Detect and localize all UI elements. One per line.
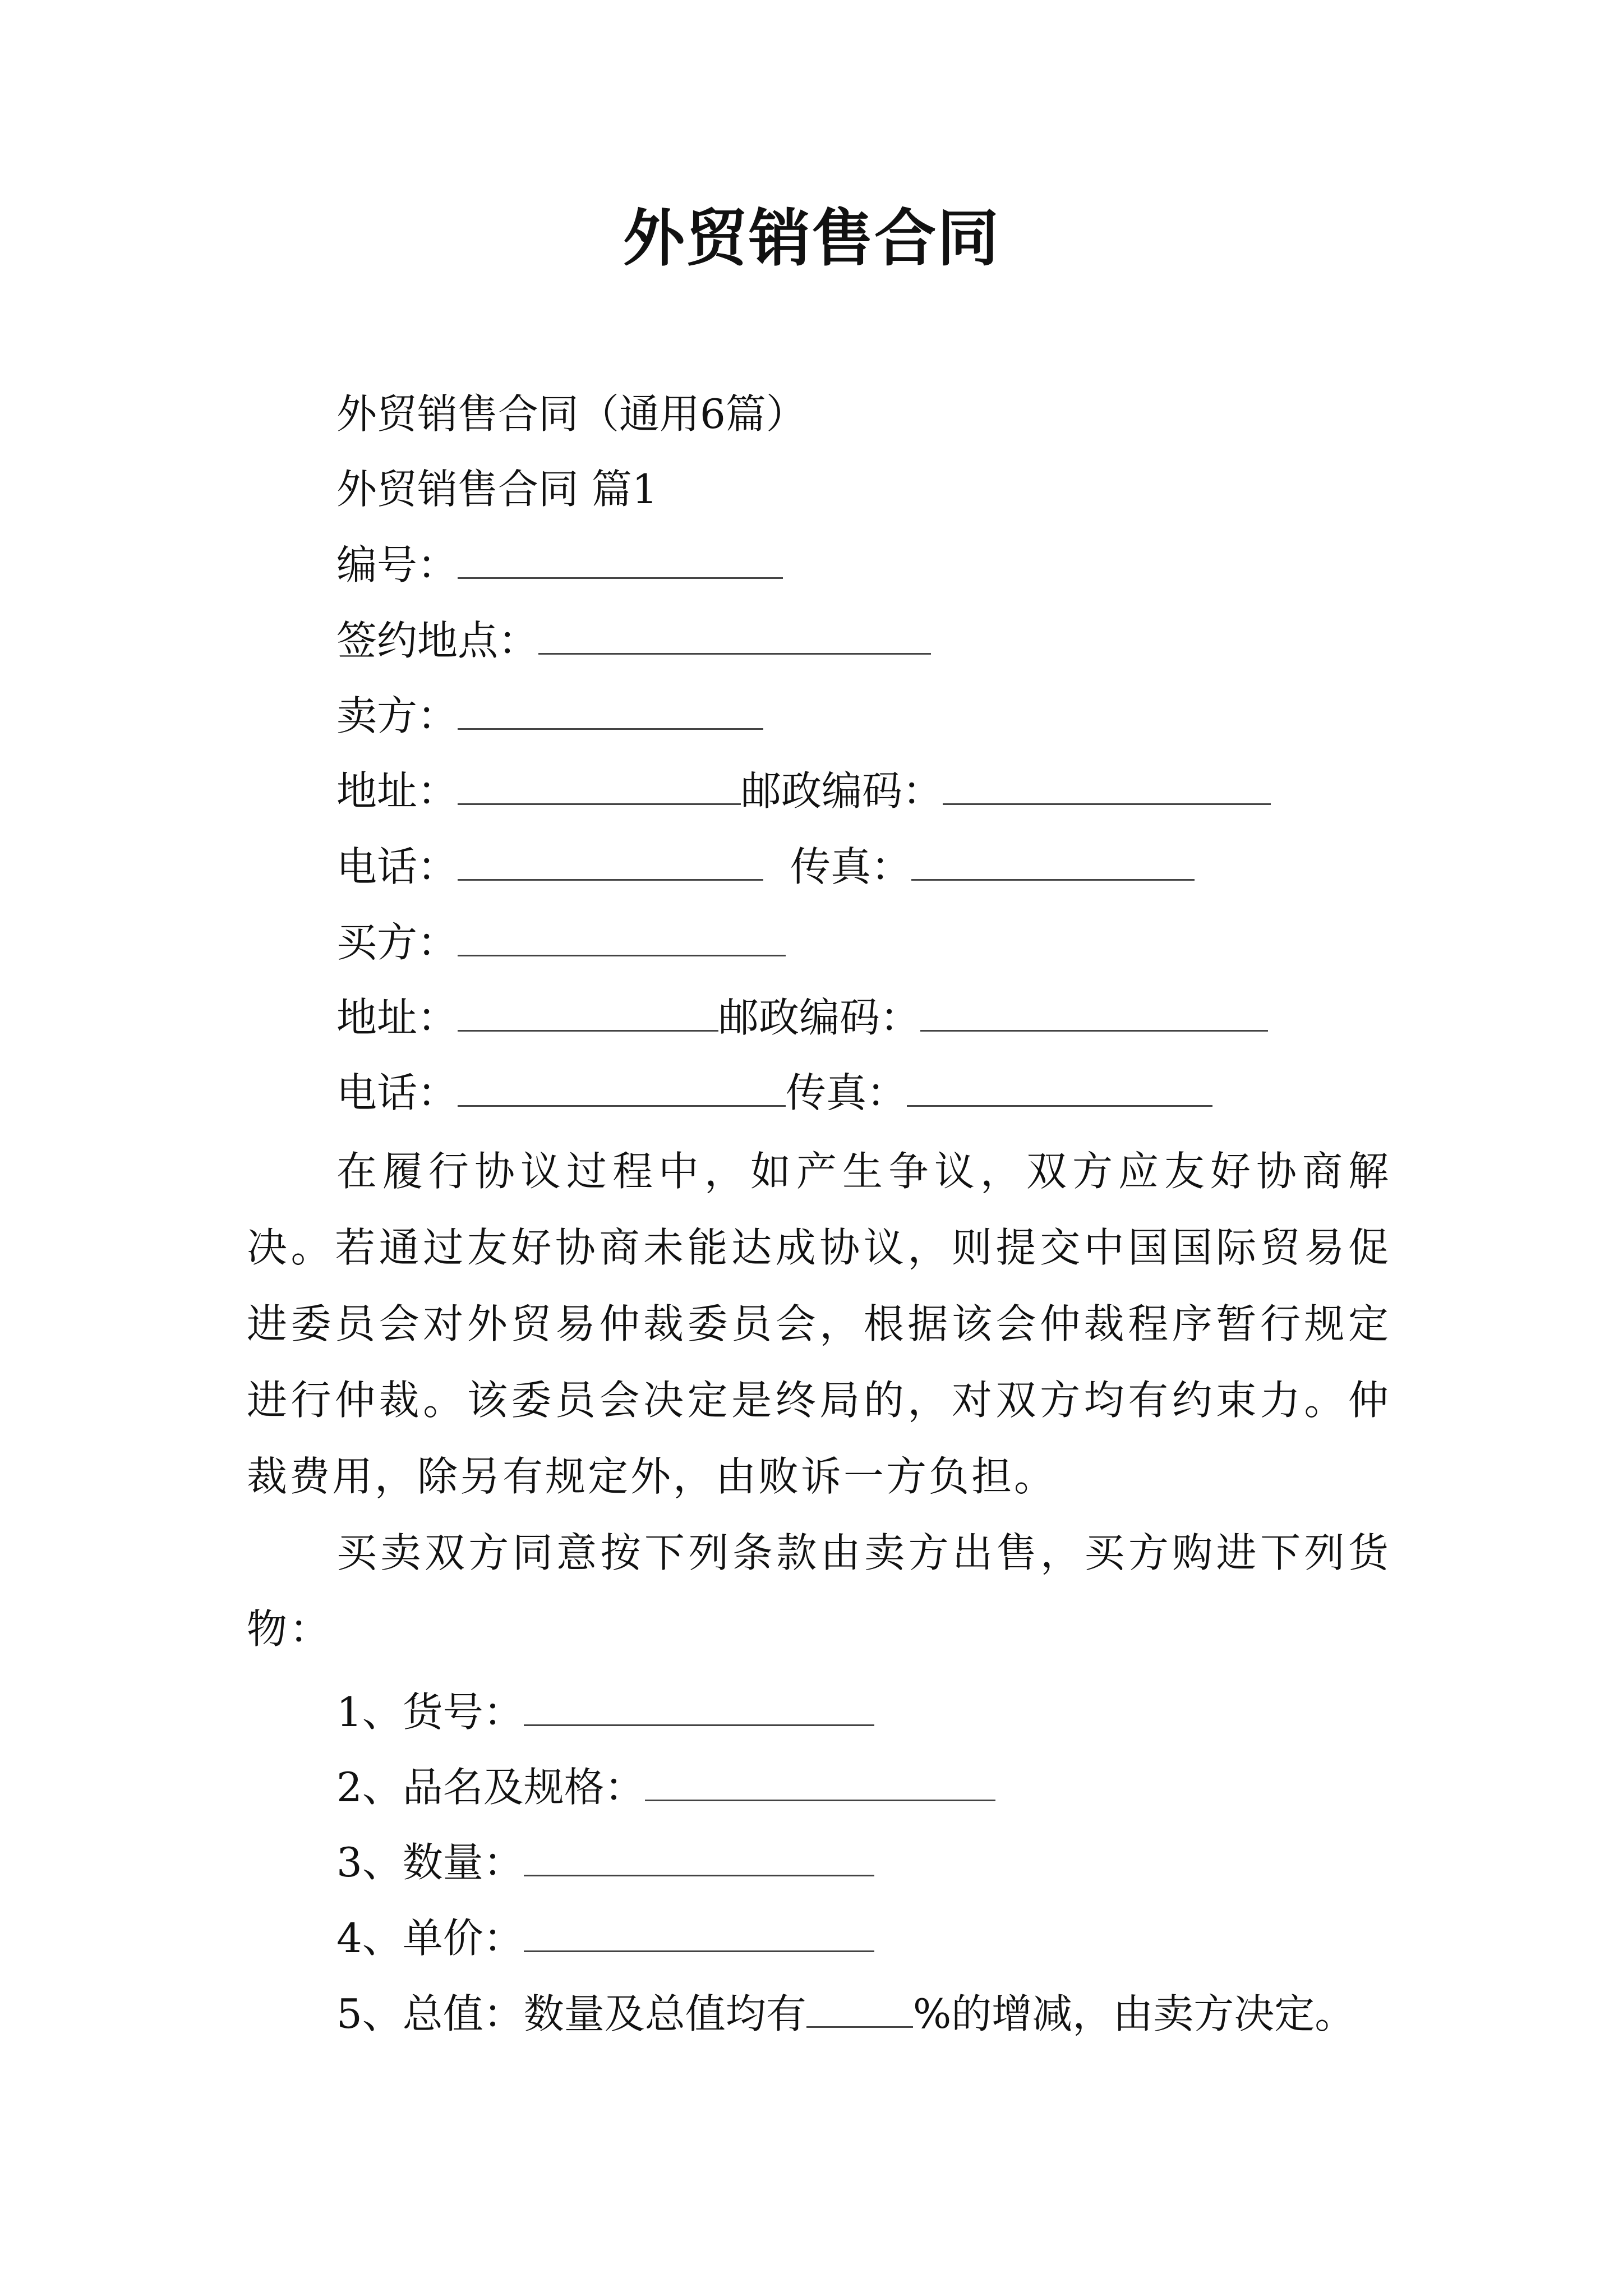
item-4 — [336, 1910, 874, 1966]
buyer-phone-label: 电话： — [336, 1069, 458, 1116]
seller-fax-blank — [911, 845, 1195, 881]
seller-phone-label: 电话： — [336, 843, 458, 890]
buyer-postcode-label: 邮政编码： — [718, 994, 921, 1041]
buyer-field — [336, 914, 786, 970]
place-label: 签约地点： — [336, 617, 539, 664]
number-blank — [458, 544, 783, 579]
seller-phone-blank — [458, 845, 763, 881]
item-2-label: 2、品名及规格： — [336, 1764, 645, 1811]
buyer-address-label: 地址： — [336, 994, 458, 1041]
seller-address-blank — [458, 770, 741, 805]
number-field — [336, 537, 783, 593]
buyer-blank — [458, 921, 786, 956]
goods-paragraph: 买卖双方同意按下列条款由卖方出售，买方购进下列货物： — [247, 1529, 1391, 1653]
item-3-label: 3、数量： — [336, 1839, 524, 1886]
item-5-label: 5、总值：数量及总值均有 — [336, 1990, 806, 2037]
buyer-address-field — [336, 990, 1268, 1046]
arbitration-paragraph: 在履行协议过程中，如产生争议，双方应友好协商解决。若通过友好协商未能达成协议，则提交中国国际贸易促进委员会对外贸易仲裁委员会，根据该会仲裁程序暂行规定进行仲裁。该委员会决定是终局的，对双方均有约束力。仲裁费用，除另有规定外，由败诉一方负担。 — [247, 1148, 1391, 1500]
buyer-postcode-blank — [920, 996, 1268, 1032]
item-5-tail: %的增减，由卖方决定。 — [912, 1990, 1355, 2037]
seller-fax-label: 传真： — [790, 843, 912, 890]
item-4-label: 4、单价： — [336, 1915, 524, 1962]
seller-phone-field — [336, 839, 1195, 895]
item-3 — [336, 1834, 874, 1890]
place-field — [336, 613, 931, 669]
item-4-blank — [524, 1917, 874, 1952]
seller-field — [336, 688, 763, 744]
buyer-phone-field — [336, 1065, 1212, 1121]
buyer-phone-blank — [458, 1071, 786, 1107]
buyer-address-blank — [458, 996, 718, 1032]
buyer-fax-blank — [907, 1071, 1212, 1107]
place-blank — [538, 619, 931, 655]
seller-address-label: 地址： — [336, 767, 458, 815]
item-1-label: 1、货号： — [336, 1688, 524, 1736]
item-3-blank — [524, 1841, 874, 1876]
buyer-label: 买方： — [336, 919, 458, 966]
seller-postcode-label: 邮政编码： — [741, 767, 943, 815]
document-subtitle: 外贸销售合同（通用6篇） — [336, 390, 806, 438]
seller-postcode-blank — [943, 770, 1271, 805]
item-5-blank — [806, 1993, 913, 2028]
item-5 — [336, 1986, 1355, 2042]
buyer-fax-label: 传真： — [786, 1069, 907, 1116]
seller-blank — [458, 694, 763, 730]
seller-label: 卖方： — [336, 692, 458, 739]
item-1-blank — [524, 1691, 874, 1726]
item-2-blank — [645, 1766, 995, 1801]
section-heading: 外贸销售合同 篇1 — [336, 466, 658, 513]
item-2 — [336, 1759, 995, 1815]
document-title: 外贸销售合同 — [623, 202, 1000, 274]
seller-address-field — [336, 763, 1271, 819]
number-label: 编号： — [336, 541, 458, 588]
item-1 — [336, 1684, 874, 1740]
